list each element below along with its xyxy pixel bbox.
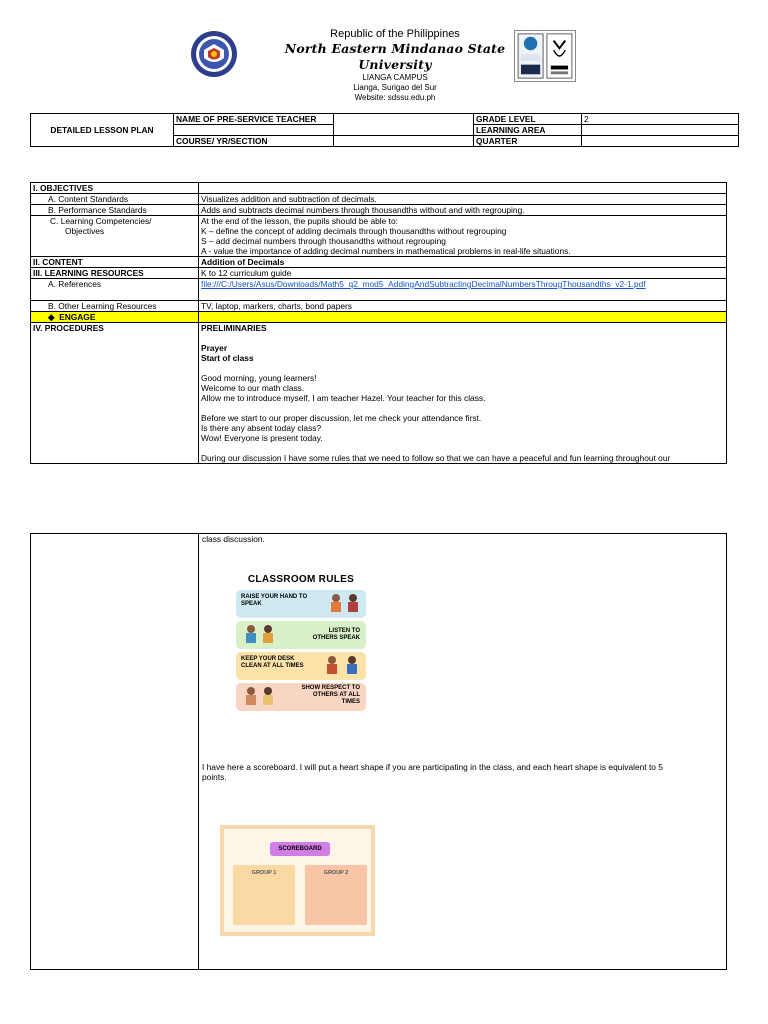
objectives-empty bbox=[199, 183, 727, 194]
procedures-heading: IV. PROCEDURES bbox=[31, 323, 199, 464]
continuation-text: class discussion. bbox=[202, 534, 265, 544]
start-of-class: Start of class bbox=[201, 353, 254, 363]
student-figure-icon bbox=[343, 593, 363, 613]
quarter-label: QUARTER bbox=[474, 136, 582, 147]
content-value: Addition of Decimals bbox=[199, 257, 727, 268]
references-label: A. References bbox=[31, 279, 199, 301]
campus-address: Lianga, Surigao del Sur bbox=[353, 83, 437, 92]
column-divider bbox=[198, 534, 199, 969]
rule-respect bbox=[236, 683, 366, 711]
grade-label: GRADE LEVEL bbox=[474, 114, 582, 125]
everyone-present: Wow! Everyone is present today. bbox=[201, 433, 323, 443]
resources-value: K to 12 curriculum guide bbox=[199, 268, 727, 279]
student-figure-icon bbox=[258, 686, 278, 706]
prayer: Prayer bbox=[201, 343, 228, 353]
rule-4-text: SHOW RESPECT TO OTHERS AT ALL TIMES bbox=[301, 685, 360, 705]
student-figure-icon bbox=[322, 655, 342, 675]
rule-listen bbox=[236, 621, 366, 649]
area-value bbox=[582, 125, 739, 136]
competency-skill: S – add decimal numbers through thousandths without regrouping bbox=[201, 236, 446, 246]
scoreboard-text-1: I have here a scoreboard. I will put a heart shape if you are participating in the class, and each heart shape is equivalent to 5 bbox=[202, 762, 663, 772]
engage-row bbox=[31, 312, 727, 323]
attendance: Before we start to our proper discussion, let me check your attendance first. bbox=[201, 413, 482, 423]
certification-logo bbox=[514, 30, 576, 82]
area-label: LEARNING AREA bbox=[474, 125, 582, 136]
course-value bbox=[334, 136, 474, 147]
engage-label: ENGAGE bbox=[59, 312, 96, 322]
scoreboard-text-2: points. bbox=[202, 772, 227, 782]
content-heading: II. CONTENT bbox=[31, 257, 199, 268]
rule-1-text: RAISE YOUR HAND TO SPEAK bbox=[241, 594, 308, 607]
engage-empty bbox=[199, 312, 727, 323]
other-resources-label: B. Other Learning Resources bbox=[31, 301, 199, 312]
rule-clean-desk bbox=[236, 652, 366, 680]
engage-label-cell bbox=[31, 312, 199, 323]
absent-question: Is there any absent today class? bbox=[201, 423, 322, 433]
scoreboard-title: SCOREBOARD bbox=[270, 842, 330, 856]
rule-2-text: LISTEN TO OTHERS SPEAK bbox=[312, 628, 360, 641]
scoreboard-image bbox=[220, 825, 375, 936]
university-seal-logo bbox=[190, 30, 238, 78]
student-figure-icon bbox=[342, 655, 362, 675]
group-1-box: GROUP 1 bbox=[233, 865, 295, 925]
scoreboard-text bbox=[202, 762, 722, 782]
campus-name: LIANGA CAMPUS bbox=[362, 73, 428, 82]
resources-heading: III. LEARNING RESOURCES bbox=[31, 268, 199, 279]
performance-standards-value: Adds and subtracts decimal numbers through thousandths without and with regrouping. bbox=[199, 205, 727, 216]
classroom-rules-image bbox=[236, 574, 366, 724]
competency-attitude: A - value the importance of adding decimal numbers in mathematical problems in real-life situations. bbox=[201, 246, 571, 256]
performance-standards-label: B. Performance Standards bbox=[31, 205, 199, 216]
republic-line: Republic of the Philippines bbox=[330, 28, 460, 40]
content-standards-label: A. Content Standards bbox=[31, 194, 199, 205]
competencies-value-cell bbox=[199, 216, 727, 257]
references-link[interactable]: file:///C:/Users/Asus/Downloads/Math5_q2_mod5_AddingAndSubtractingDecimalNumbersThrougThousandths_v2-1.pdf bbox=[201, 279, 646, 289]
lesson-content-table bbox=[30, 182, 727, 464]
diamond-bullet-icon: ◆ bbox=[48, 312, 60, 322]
website: Website: sdssu.edu.ph bbox=[354, 93, 436, 102]
preliminaries: PRELIMINARIES bbox=[201, 323, 267, 333]
rule-3-text: KEEP YOUR DESK CLEAN AT ALL TIMES bbox=[241, 656, 304, 669]
objectives-heading: I. OBJECTIVES bbox=[31, 183, 199, 194]
quarter-value bbox=[582, 136, 739, 147]
lesson-plan-info-table bbox=[30, 113, 739, 147]
references-cell bbox=[199, 279, 727, 301]
grade-value: 2 bbox=[582, 114, 739, 125]
greeting: Good morning, young learners! bbox=[201, 373, 317, 383]
competencies-label-cell bbox=[31, 216, 199, 257]
student-figure-icon bbox=[258, 624, 278, 644]
doc-title: DETAILED LESSON PLAN bbox=[31, 114, 174, 147]
competencies-label-1: C. Learning Competencies/ bbox=[50, 216, 152, 226]
competencies-intro: At the end of the lesson, the pupils should be able to: bbox=[201, 216, 398, 226]
university-name: North Eastern Mindanao State University bbox=[284, 41, 506, 72]
rule-raise-hand bbox=[236, 590, 366, 618]
content-standards-value: Visualizes addition and subtraction of decimals. bbox=[199, 194, 727, 205]
letterhead-text bbox=[250, 28, 540, 103]
welcome: Welcome to our math class. bbox=[201, 383, 305, 393]
procedures-cell bbox=[199, 323, 727, 464]
other-resources-value: TV, laptop, markers, charts, bond papers bbox=[199, 301, 727, 312]
teacher-value bbox=[334, 114, 474, 136]
rules-intro: During our discussion I have some rules that we need to follow so that we can have a peaceful and fun learning throughout our bbox=[201, 453, 671, 463]
teacher-label: NAME OF PRE-SERVICE TEACHER bbox=[174, 114, 334, 125]
teacher-label-spacer bbox=[174, 125, 334, 136]
page-2-table bbox=[30, 533, 727, 970]
group-2-box: GROUP 2 bbox=[305, 865, 367, 925]
rules-title: CLASSROOM RULES bbox=[247, 574, 355, 585]
course-label: COURSE/ YR/SECTION bbox=[174, 136, 334, 147]
competency-knowledge: K – define the concept of adding decimals through thousandths without regrouping bbox=[201, 226, 507, 236]
competencies-label-2: Objectives bbox=[65, 226, 105, 236]
teacher-intro: Allow me to introduce myself, I am teacher Hazel. Your teacher for this class. bbox=[201, 393, 486, 403]
letterhead bbox=[0, 26, 768, 102]
